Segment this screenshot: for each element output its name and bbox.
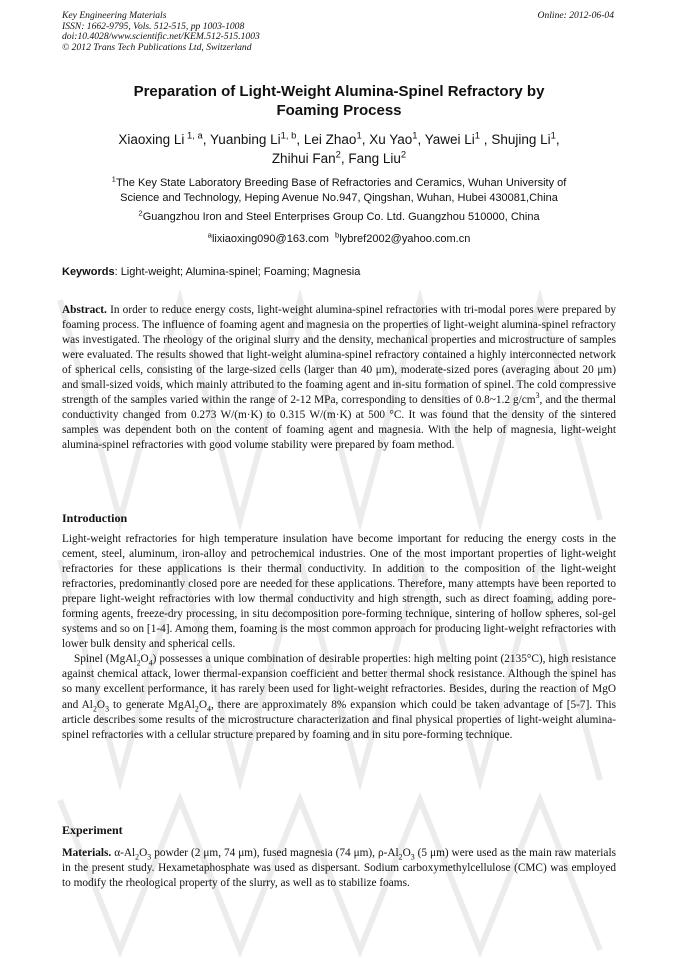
author-affiliation-mark: 1 — [550, 130, 556, 142]
materials-paragraph: Materials. $\alpha-Al_2O_3$ powder (2 μm, 74 μm), fused magnesia (74 μm), $\rho-Al_2O_3$ (5 μm) were used as the main raw materials in the present study. Hexametaphosphate was used as dispersant. Sodium carboxymethylcellulose (CMC) was employed to modify the rheological property of the slurry, as well as to stabilize foams. — [62, 847, 616, 890]
title-line-2: Foaming Process — [276, 102, 402, 119]
introduction-paragraph-1: Light-weight refractories for high temperature insulation have become important for reducing the energy costs in the cement, steel, aluminum, iron-alloy and petrochemical industries. One of the most important properties of light-weight refractories for these applications is their thermal conductivity. In addition to the composition of the light-weight refractories, predominantly closed pore are needed for these applications. Therefore, many attempts have been reported to prepare light-weight refractories with low thermal conductivity and high strength, such as direct foaming, adding pore-forming agents, freeze-dry processing, in situ decomposition pore-forming technique, sintering of hollow spheres, sol-gel systems and so on [1-4]. Among them, foaming is the most common approach for producing light-weight refractories with lower bulk density and spherical cells. — [62, 533, 616, 651]
superscript: 3 — [535, 391, 540, 401]
introduction-body — [62, 532, 616, 743]
keywords — [62, 266, 616, 278]
author-affiliation-mark: 1 — [474, 130, 481, 142]
experiment-body — [62, 846, 616, 891]
author-name: Shujing Li — [491, 132, 551, 147]
online-date: Online: 2012-06-04 — [537, 10, 614, 21]
title-line-1: Preparation of Light-Weight Alumina-Spinel Refractory by — [133, 83, 545, 100]
email-b[interactable]: lybref2002@yahoo.com.cn — [339, 233, 471, 245]
abstract-label: Abstract. — [62, 304, 107, 316]
doi-line: doi:10.4028/www.scientific.net/KEM.512-515.1003 — [62, 31, 260, 43]
experiment-heading: Experiment — [62, 823, 123, 837]
abstract-text-2: , and the thermal conductivity changed from 0.273 W/(m·K) to 0.315 W/(m·K) at 500 °C. It was found that the density of the sintered samples was dependent both on the content of foaming agent and magnesia. With the help of magnesia, light-weight alumina-spinel refractories with good volume stability were prepared by foam method. — [62, 394, 616, 452]
keywords-label: Keywords — [62, 266, 115, 278]
introduction-paragraph-2: Spinel $(MgAl_2O_4)$ possesses a unique combination of desirable properties: high melting point (2135°C), high resistance against chemical attack, lower thermal-expansion coefficient and better thermal shock resistance. Although the spinel has so many excellent performance, it has rarely been used for light-weight refractories. Besides, during the reaction of MgO and $Al_2O_3$ to generate $MgAl_2O_4$, there are approximately 8% expansion which could be taken advantage of [5-7]. This article describes some results of the microstructure characterization and final physical properties of light-weight alumina-spinel refractories with a cellular structure prepared by foaming and in situ pore-forming technique. — [62, 653, 616, 741]
email-mark: b — [335, 230, 340, 240]
journal-name: Key Engineering Materials — [62, 10, 167, 21]
email-a[interactable]: lixiaoxing090@163.com — [211, 233, 329, 245]
journal-header — [62, 11, 260, 53]
author-affiliation-mark: 2 — [335, 149, 341, 161]
issn-line: ISSN: 1662-9795, Vols. 512-515, pp 1003-1008 — [62, 20, 245, 32]
author-affiliation-mark: 1, b — [280, 130, 297, 142]
author-emails — [62, 232, 616, 247]
author-list — [62, 130, 616, 168]
affiliation-mark: 1 — [111, 174, 116, 184]
email-mark: a — [207, 230, 212, 240]
author-line-2: Zhihui Fan$^2$, Fang Liu$^2$ — [271, 149, 407, 166]
paper-title — [62, 82, 616, 120]
author-line-1: Xiaoxing Li $^{1, a}$, Yuanbing Li$^{1, b}$, Lei Zhao$^1$, Xu Yao$^1$, Yawei Li$^1$ , Shujing Li$^1$, — [118, 130, 560, 147]
affiliation-1-line-1: The Key State Laboratory Breeding Base of Refractories and Ceramics, Wuhan University of — [115, 177, 567, 189]
author-affiliation-mark: 2 — [400, 149, 407, 161]
abstract — [62, 303, 616, 453]
affiliation-mark: 2 — [138, 208, 143, 218]
materials-label: Materials. — [62, 847, 112, 859]
affiliation-1 — [62, 176, 616, 205]
affiliation-1-line-2: Science and Technology, Heping Avenue No.947, Qingshan, Wuhan, Hubei 430081,China — [120, 191, 558, 204]
author-name: Xiaoxing Li — [118, 132, 185, 147]
author-affiliation-mark: 1 — [412, 130, 418, 142]
introduction-heading: Introduction — [62, 511, 128, 525]
copyright-line: © 2012 Trans Tech Publications Ltd, Switzerland — [62, 41, 252, 53]
author-name: Yawei Li — [424, 132, 475, 147]
author-name: Fang Liu — [348, 151, 401, 166]
author-name: Xu Yao — [369, 132, 413, 147]
author-name: Yuanbing Li — [210, 132, 281, 147]
author-affiliation-mark: 1, a — [184, 130, 203, 142]
keywords-text: : Light-weight; Alumina-spinel; Foaming; Magnesia — [114, 266, 361, 278]
abstract-text-1: In order to reduce energy costs, light-weight alumina-spinel refractories with tri-modal pores were prepared by foaming process. The influence of foaming agent and magnesia on the properties of light-weight alumina-spinel refractory was investigated. The rheology of the original slurry and the density, mechanical properties and microstructure of samples were evaluated. The results showed that light-weight alumina-spinel refractory contained a highly interconnected network of spherical cells, consisting of the large-sized cells (larger than 40 μm), moderate-sized pores (averaging about 20 μm) and small-sized voids, which mainly attributed to the foaming agent and in-situ formation of spinel. The cold compressive strength of the samples varied within the range of 2-12 MPa, corresponding to densities of 0.8~1.2 g/cm — [62, 304, 616, 407]
affiliation-2-text: Guangzhou Iron and Steel Enterprises Group Co. Ltd. Guangzhou 510000, China — [142, 211, 540, 223]
author-name: Lei Zhao — [303, 132, 357, 147]
affiliation-2 — [62, 210, 616, 225]
author-name: Zhihui Fan — [271, 151, 336, 166]
author-affiliation-mark: 1 — [356, 130, 362, 142]
